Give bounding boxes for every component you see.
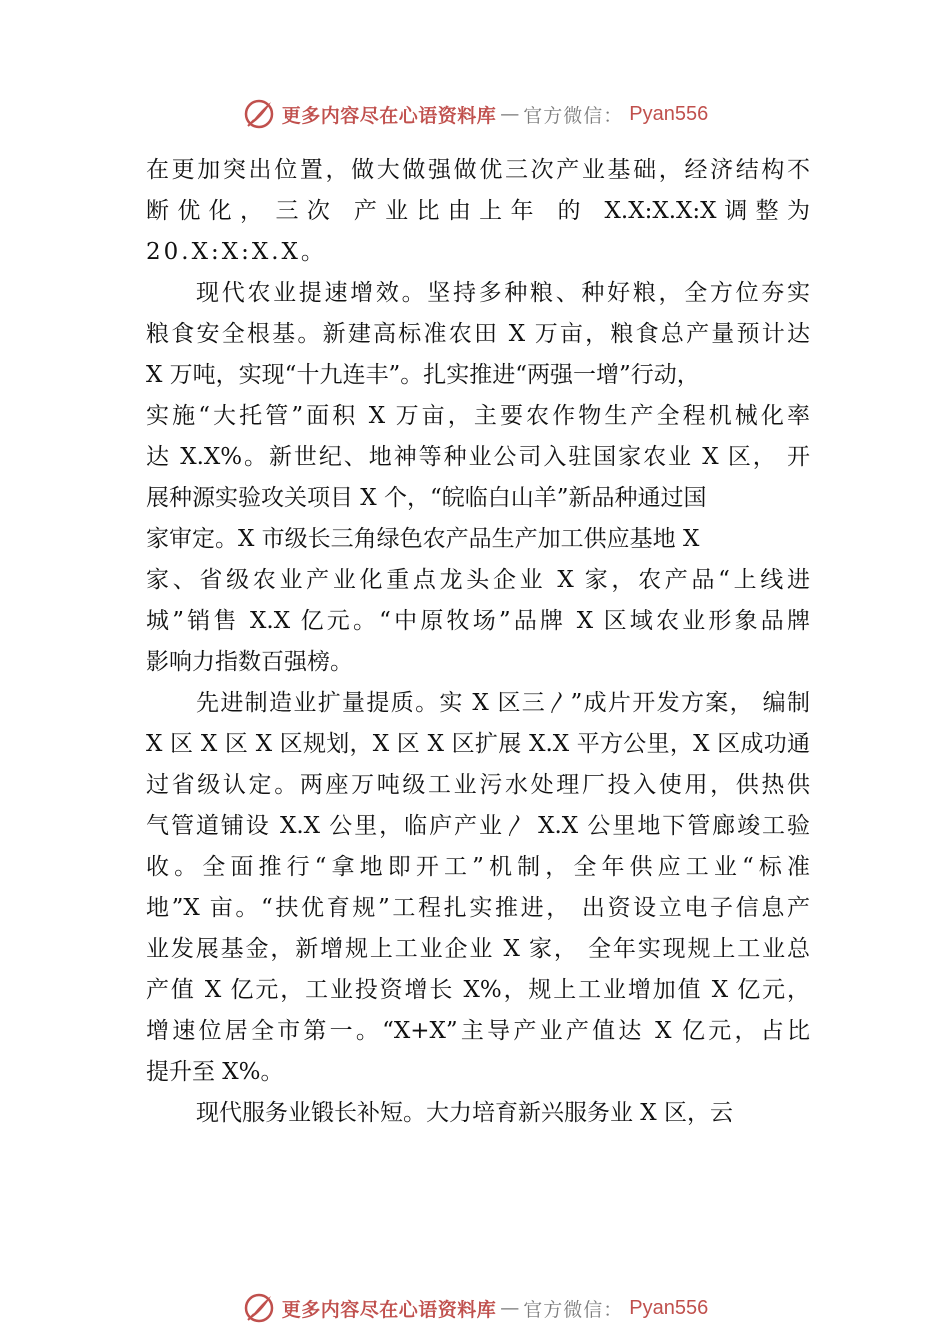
text-line: 业发展基金，新增规上工业企业 X 家， 全年实现规上工业总 [146,936,810,962]
text-line: 家、省级农业产业化重点龙头企业 X 家，农产品“上线进 [146,567,810,593]
text-line: 地”X 亩。“扶优育规”工程扎实推进， 出资设立电子信息产 [146,895,810,921]
text-line: X 区 X 区 X 区规划，X 区 X 区扩展 X.X 平方公里，X 区成功通 [146,731,810,757]
text-line: 收。全面推行“拿地即开工”机制，全年供应工业“标准 [146,854,810,880]
text-line: 产值 X 亿元，工业投资增长 X%，规上工业增加值 X 亿元， [146,977,810,1003]
text-line: 城”销售 X.X 亿元。“中原牧场”品牌 X 区域农业形象品牌 [146,608,810,634]
official-label: 官方微信： [523,104,624,127]
text-line: 展种源实验攻关项目 X 个，“皖临白山羊”新品种通过国 [146,485,707,511]
text-line: 在更加突出位置，做大做强做优三次产业基础，经济结构不 [146,157,810,183]
text-line: 增速位居全市第一。“X+X”主导产业产值达 X 亿元，占比 [146,1018,810,1044]
text-line: 达 X.X%。新世纪、地神等种业公司入驻国家农业 X 区， 开 [146,444,810,470]
text-line: X 万吨，实现“十九连丰”。扎实推进“两强一增”行动， [146,362,700,388]
text-line: 20.X:X:X.X。 [146,239,327,265]
paragraph-start-agriculture: 现代农业提速增效。坚持多种粮、种好粮，全方位夯实 [196,280,810,306]
wechat-handle: Pyan556 [629,102,709,125]
text-line: 实施“大托管”面积 X 万亩，主要农作物生产全程机械化率 [146,403,810,429]
text-line: 提升至 X%。 [146,1059,284,1085]
feather-pen-icon [242,1291,276,1325]
footer-banner [0,1288,950,1328]
site-name: 更多内容尽在心语资料库 [281,1298,497,1321]
banner-separator: — [500,1297,520,1319]
paragraph-start-services: 现代服务业锻长补短。大力培育新兴服务业 X 区，云 [196,1100,733,1126]
banner-separator: — [500,103,520,125]
paragraph-start-manufacturing: 先进制造业扩量提质。实 X 区三〳”成片开发方案， 编制 [196,690,810,716]
text-line: 影响力指数百强榜。 [146,649,353,675]
document-body [146,150,810,1134]
text-line: 气管道铺设 X.X 公里，临庐产业〳 X.X 公里地下管廊竣工验 [146,813,810,839]
text-line: 过省级认定。两座万吨级工业污水处理厂投入使用，供热供 [146,772,810,798]
text-line: 家审定。X 市级长三角绿色农产品生产加工供应基地 X [146,526,700,552]
wechat-handle: Pyan556 [629,1296,709,1319]
feather-pen-icon [242,97,276,131]
official-label: 官方微信： [523,1298,624,1321]
text-line: 断 优 化 ， 三 次 产 业 比 由 上 年 的 X.X:X.X:X 调 整 为 [146,198,810,224]
header-banner [0,94,950,134]
site-name: 更多内容尽在心语资料库 [281,104,497,127]
text-line: 粮食安全根基。新建高标准农田 X 万亩，粮食总产量预计达 [146,321,810,347]
